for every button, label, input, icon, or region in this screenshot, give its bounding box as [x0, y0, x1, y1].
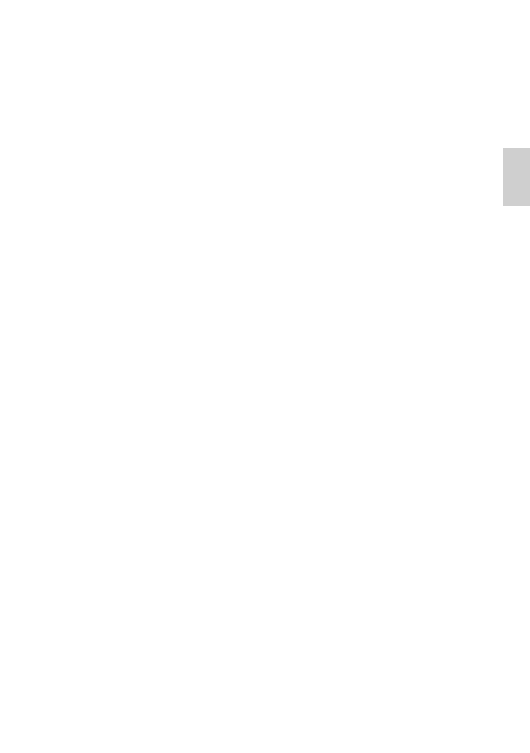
- table-of-contents: [0, 78, 530, 82]
- side-tab: [503, 148, 530, 206]
- top-entries: [0, 78, 530, 82]
